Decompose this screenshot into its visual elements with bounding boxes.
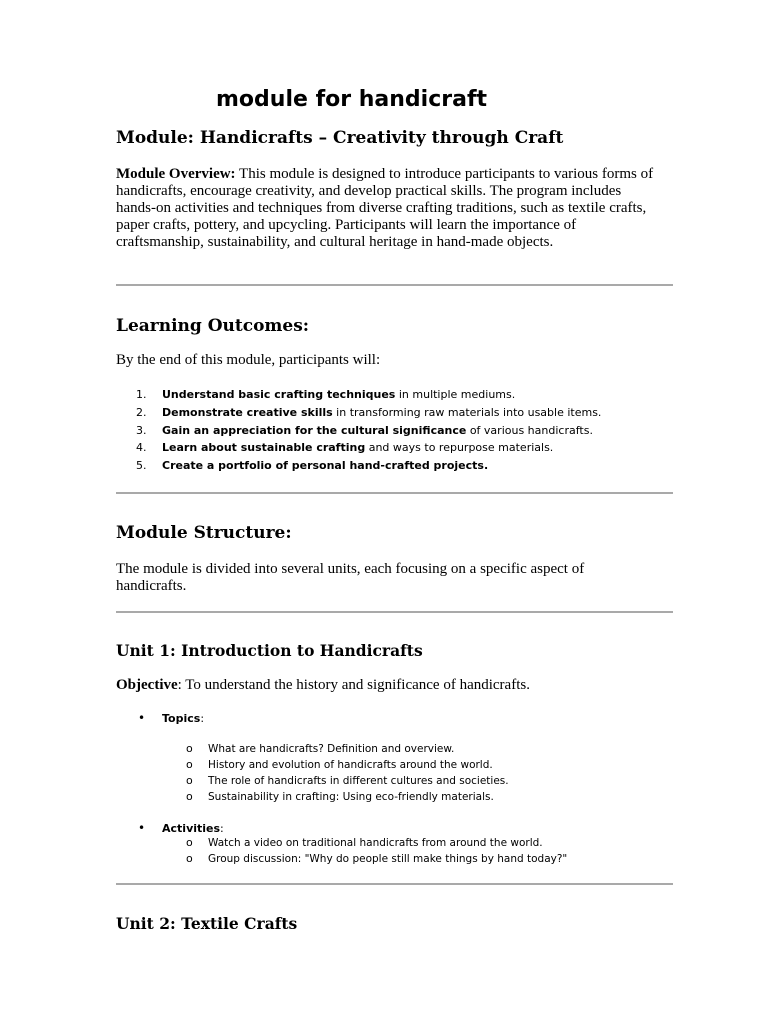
outcome-text: in transforming raw materials into usable items. [332, 405, 602, 419]
sub-bullet-glyph: o [186, 852, 193, 865]
list-number: 1. [136, 388, 147, 401]
list-item [186, 851, 567, 867]
sub-bullet-glyph: o [186, 774, 193, 787]
topics-list [186, 741, 509, 805]
document-title: module for handicraft [216, 87, 488, 112]
list-item [136, 457, 601, 475]
activity-text: Watch a video on traditional handicrafts from around the world. [208, 837, 543, 849]
learning-outcomes-list [136, 386, 601, 475]
overview-text: This module is designed to introduce participants to various forms of handicrafts, encourage creativity, and develop practical skills. The program includes hands-on activities and techniques from diverse crafting traditions, such as textile crafts, paper crafts, pottery, and upcycling. Participants will learn the importance of craftsmanship, sustainability, and cultural heritage in hand-made objects. [116, 166, 654, 250]
list-number: 4. [136, 441, 147, 455]
module-structure-heading: Module Structure: [116, 523, 292, 543]
list-item [136, 386, 601, 404]
activities-suffix: : [220, 822, 224, 835]
list-number: 3. [136, 423, 147, 437]
topics-suffix: : [200, 712, 205, 725]
outcome-text: in multiple mediums. [395, 388, 516, 401]
unit2-heading: Unit 2: Textile Crafts [116, 914, 298, 933]
sub-bullet-glyph: o [186, 836, 193, 849]
objective-label: Objective [116, 677, 178, 693]
module-heading: Module: Handicrafts – Creativity through Craft [116, 128, 564, 148]
horizontal-rule [116, 284, 673, 286]
list-item [136, 422, 601, 440]
list-number: 2. [136, 405, 147, 419]
list-item [186, 773, 509, 789]
module-overview-paragraph [116, 166, 656, 251]
list-item [186, 835, 567, 851]
horizontal-rule [116, 492, 673, 494]
list-item [186, 741, 509, 757]
list-item [136, 439, 601, 457]
horizontal-rule [116, 883, 673, 885]
activities-label: Activities [162, 822, 221, 835]
topics-label: Topics [162, 712, 201, 725]
learning-outcomes-heading: Learning Outcomes: [116, 316, 310, 336]
topics-bullet [138, 710, 204, 727]
activity-text: Group discussion: "Why do people still make things by hand today?" [208, 853, 568, 865]
list-item [136, 404, 601, 422]
outcome-bold: Learn about sustainable crafting [162, 441, 366, 455]
sub-bullet-glyph: o [186, 790, 193, 803]
bullet-glyph: • [138, 711, 146, 725]
topic-text: History and evolution of handicrafts around the world. [208, 759, 493, 771]
activities-list [186, 835, 567, 867]
module-structure-paragraph: The module is divided into several units, each focusing on a specific aspect of handicrafts. [116, 561, 585, 594]
list-number: 5. [136, 459, 147, 473]
sub-bullet-glyph: o [186, 758, 193, 771]
unit1-objective [116, 677, 656, 694]
topic-text: Sustainability in crafting: Using eco-friendly materials. [208, 791, 494, 803]
horizontal-rule [116, 611, 673, 613]
outcome-bold: Demonstrate creative skills [162, 405, 333, 419]
topic-text: The role of handicrafts in different cultures and societies. [208, 775, 509, 787]
objective-text: : To understand the history and significance of handicrafts. [177, 677, 530, 693]
list-item [186, 789, 509, 805]
list-item [186, 757, 509, 773]
outcome-text: and ways to repurpose materials. [365, 441, 554, 455]
topic-text: What are handicrafts? Definition and overview. [208, 743, 455, 755]
overview-label: Module Overview: [116, 166, 236, 182]
learning-outcomes-intro: By the end of this module, participants will: [116, 352, 381, 368]
unit1-heading: Unit 1: Introduction to Handicrafts [116, 641, 423, 660]
outcome-text: of various handicrafts. [466, 423, 593, 437]
bullet-glyph: • [138, 821, 146, 835]
outcome-bold: Create a portfolio of personal hand-crafted projects. [162, 459, 489, 473]
sub-bullet-glyph: o [186, 742, 193, 755]
outcome-bold: Understand basic crafting techniques [162, 388, 396, 401]
outcome-bold: Gain an appreciation for the cultural significance [162, 423, 467, 437]
